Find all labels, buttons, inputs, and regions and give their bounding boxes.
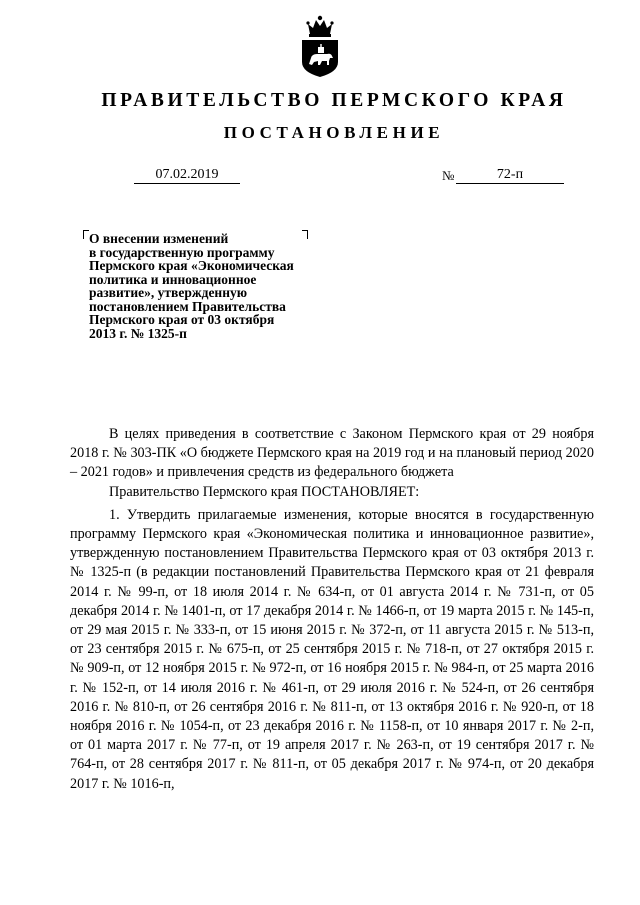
subject-line: Пермского края от 03 октября <box>89 312 275 327</box>
document-subject <box>89 232 329 340</box>
preamble-paragraph: В целях приведения в соответствие с Законом Пермского края от 29 ноября 2018 г. № 303-ПК «О бюджете Пермского края на 2019 год и на плановый период 2020 – 2021 годов» и привлечения средств из федерального бюджета <box>70 426 594 481</box>
document-number: 72-п <box>456 166 564 184</box>
resolution-paragraph: Правительство Пермского края ПОСТАНОВЛЯЕТ: <box>109 483 420 500</box>
subject-line: развитие», утвержденную <box>89 285 248 300</box>
government-title: ПРАВИТЕЛЬСТВО ПЕРМСКОГО КРАЯ <box>101 90 567 111</box>
subject-line: политика и инновационное <box>89 271 257 287</box>
subject-line: постановлением Правительства <box>89 298 286 314</box>
coat-of-arms-icon <box>298 14 342 78</box>
subject-line: Пермского края «Экономическая <box>89 258 294 273</box>
clause-1-paragraph: 1. Утвердить прилагаемые изменения, которые вносятся в государственную программу Пермского края «Экономическая политика и инновационное развитие», утвержденную постановлением Правительства Пермского края от 03 октября 2013 г. № 1325-п (в редакции постановлений Правительства Пермского края от 21 февраля 2014 г. № 99-п, от 18 июля 2014 г. № 634-п, от 01 августа 2014 г. № 731-п, от 05 декабря 2014 г. № 1401-п, от 17 декабря 2014 г. № 1466-п, от 19 марта 2015 г. № 145-п, от 29 мая 2015 г. № 333-п, от 15 июня 2015 г. № 372-п, от 11 августа 2015 г. № 513-п, от 23 сентября 2015 г. № 675-п, от 25 сентября 2015 г. № 718-п, от 27 октября 2015 г. № 909-п, от 12 ноября 2015 г. № 972-п, от 16 ноября 2015 г. № 984-п, от 25 марта 2016 г. № 152-п, от 14 июля 2016 г. № 461-п, от 29 июля 2016 г. № 524-п, от 26 сентября 2016 г. № 810-п, от 26 сентября 2016 г. № 811-п, от 13 октября 2016 г. № 920-п, от 18 ноября 2016 г. № 1054-п, от 23 декабря 2016 г. № 1158-п, от 10 января 2017 г. № 2-п, от 01 марта 2017 г. № 77-п, от 19 апреля 2017 г. № 263-п, от 19 сентября 2017 г. № 764-п, от 28 сентября 2017 г. № 811-п, от 05 декабря 2017 г. № 974-п, от 20 декабря 2017 г. № 1016-п, <box>70 506 594 792</box>
document-date: 07.02.2019 <box>134 166 240 184</box>
subject-line: в государственную программу <box>89 244 275 260</box>
subject-line: 2013 г. № 1325-п <box>89 325 187 341</box>
document-body <box>70 425 594 794</box>
subject-line: О внесении изменений <box>89 231 229 246</box>
number-sign: № <box>442 168 455 183</box>
document-type: ПОСТАНОВЛЕНИЕ <box>223 123 445 142</box>
